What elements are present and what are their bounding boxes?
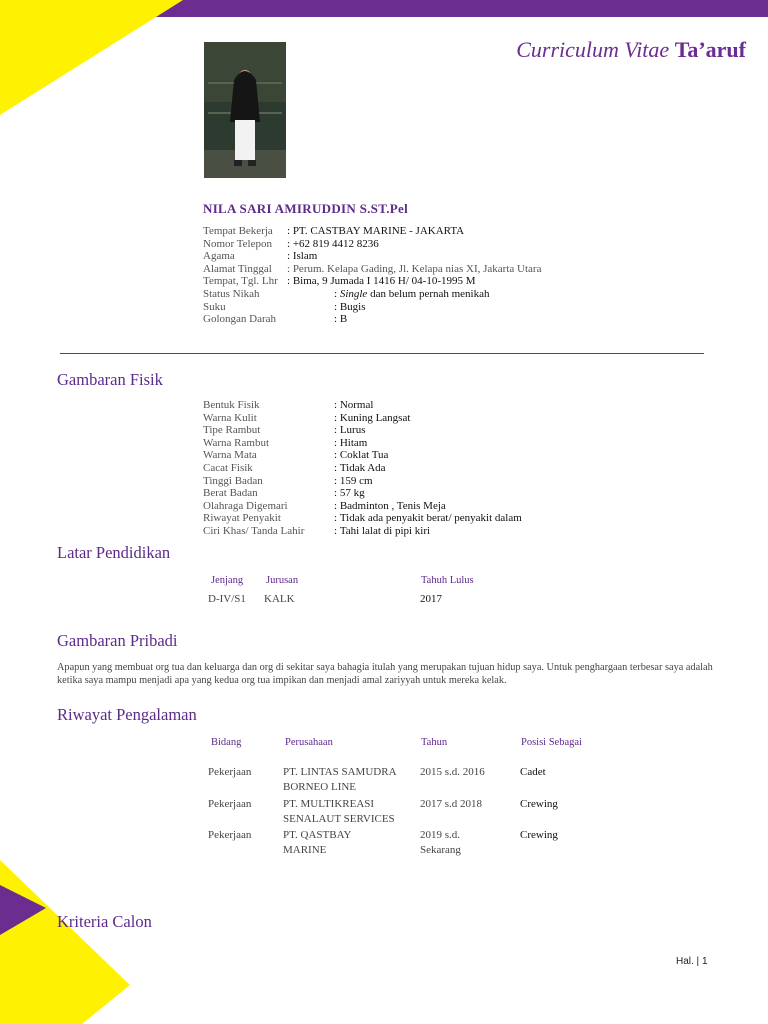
fisik-sep: : [334,487,340,500]
fisik-row [203,475,522,488]
fisik-value: 159 cm [339,474,373,487]
fisik-value: Tidak Ada [339,461,386,474]
info-value: PT. CASTBAY MARINE - JAKARTA [292,225,465,237]
document-title [516,37,746,63]
personal-info [203,225,541,288]
person-photo-icon [204,42,286,178]
exp-cell-perusahaan: PT. QASTBAY MARINE [283,829,352,856]
exp-header-bidang: Bidang [211,737,242,748]
info-value-italic: Single [339,288,368,300]
fisik-row [203,500,522,513]
exp-cell-tahun: 2015 s.d. 2016 [420,766,485,778]
info-value: +62 819 4412 8236 [292,237,379,250]
info-value: Perum. Kelapa Gading, Jl. Kelapa nias XI, Jakarta Utara [292,262,542,275]
fisik-value: Tidak ada penyakit berat/ penyakit dalam [339,512,522,525]
info-value: Bugis [339,300,366,313]
personal-info-extra [203,288,490,326]
exp-cell-tahun: 2017 s.d 2018 [420,798,483,810]
exp-cell-bidang: Pekerjaan [208,798,252,810]
edu-cell-jenjang: D-IV/S1 [208,593,246,605]
fisik-value: Lurus [339,424,366,437]
title-italic: Curriculum Vitae [516,37,670,62]
divider-line [60,353,704,354]
exp-cell-perusahaan: PT. MULTIKREASI SENALAUT SERVICES [283,798,395,825]
fisik-row [203,437,522,450]
fisik-row [203,412,522,425]
fisik-value: Tahi lalat di pipi kiri [339,524,431,537]
fisik-row [203,449,522,462]
fisik-label: Bentuk Fisik [203,399,260,411]
fisik-sep: : [334,449,340,462]
fisik-value: Normal [339,399,374,411]
fisik-label: Warna Kulit [203,411,257,424]
fisik-sep: : [334,512,340,525]
exp-cell-posisi: Crewing [520,798,558,810]
info-label: Alamat Tinggal [203,262,272,275]
info-row [203,225,541,238]
fisik-sep: : [334,474,340,487]
fisik-sep: : [334,524,340,537]
fisik-row [203,487,522,500]
fisik-value: Kuning Langsat [339,411,411,424]
exp-cell-perusahaan: PT. LINTAS SAMUDRA BORNEO LINE [283,766,396,793]
exp-header-posisi: Posisi Sebagai [521,737,582,748]
fisik-sep: : [334,424,340,437]
fisik-row [203,512,522,525]
fisik-value: Coklat Tua [339,449,389,462]
info-row [203,250,541,263]
info-label: Suku [203,300,226,313]
top-purple-band [150,0,768,17]
fisik-label: Ciri Khas/ Tanda Lahir [203,524,305,537]
exp-cell-posisi: Cadet [520,766,546,778]
title-bold: Ta’aruf [674,37,746,62]
info-sep: : [334,288,340,300]
section-title-pribadi: Gambaran Pribadi [57,631,178,650]
info-value: Islam [292,250,318,263]
page-number: Hal. | 1 [676,956,708,967]
info-row [203,313,490,326]
fisik-sep: : [334,399,340,411]
fisik-row [203,525,522,538]
info-row [203,238,541,251]
info-label: Agama [203,250,235,263]
info-sep: : [334,300,340,313]
fisik-label: Olahraga Digemari [203,499,288,512]
info-sep: : [287,262,293,275]
info-label: Tempat Bekerja [203,225,273,237]
exp-header-tahun: Tahun [421,737,448,748]
fisik-row [203,462,522,475]
edu-header-jenjang: Jenjang [211,575,244,586]
exp-header-perusahaan: Perusahaan [285,737,333,748]
info-sep: : [287,275,293,288]
exp-cell-bidang: Pekerjaan [208,829,252,841]
info-label: Tempat, Tgl. Lhr [203,275,278,288]
info-row [203,275,541,288]
fisik-value: Badminton , Tenis Meja [339,499,446,512]
fisik-label: Cacat Fisik [203,461,253,474]
info-label: Status Nikah [203,288,260,300]
exp-cell-tahun: 2019 s.d. Sekarang [420,829,461,856]
info-row [203,301,490,314]
edu-cell-jurusan: KALK [264,593,295,605]
exp-cell-posisi: Crewing [520,829,558,841]
info-sep: : [334,313,340,326]
edu-header-jurusan: Jurusan [266,575,299,586]
physical-info [203,399,522,538]
info-sep: : [287,225,293,237]
info-value: B [339,313,348,326]
fisik-sep: : [334,411,340,424]
fisik-label: Riwayat Penyakit [203,512,281,525]
top-yellow-triangle [0,0,183,115]
candidate-name: NILA SARI AMIRUDDIN S.ST.Pel [203,201,408,216]
fisik-sep: : [334,461,340,474]
exp-cell-bidang: Pekerjaan [208,766,252,778]
info-label: Nomor Telepon [203,237,272,250]
fisik-label: Warna Mata [203,449,257,462]
fisik-label: Tipe Rambut [203,424,261,437]
profile-photo [204,42,286,178]
section-title-pengalaman: Riwayat Pengalaman [57,705,197,724]
info-sep: : [287,250,293,263]
info-row [203,288,490,301]
fisik-value: 57 kg [339,487,365,500]
info-value: dan belum pernah menikah [367,288,490,300]
section-title-fisik: Gambaran Fisik [57,370,163,389]
info-value: Bima, 9 Jumada I 1416 H/ 04-10-1995 M [292,275,476,288]
info-label: Golongan Darah [203,313,277,326]
edu-cell-tahun: 2017 [420,593,442,605]
section-title-kriteria: Kriteria Calon [57,912,152,931]
fisik-label: Tinggi Badan [203,474,263,487]
section-title-pendidikan: Latar Pendidikan [57,543,171,562]
fisik-row [203,399,522,412]
personal-description: Apapun yang membuat org tua dan keluarga dan org di sekitar saya bahagia itulah yang merupakan tujuan hidup saya. Untuk penghargaan terbesar saya adalah ketika saya mampu menjadi apa yang kedua org tua impikan dan menjadi amal zariyyah untuk mereka kelak. [57,662,713,686]
info-row [203,263,541,276]
edu-header-tahun: Tahuh Lulus [421,575,474,586]
info-sep: : [287,237,293,250]
fisik-value: Hitam [339,436,368,449]
bottom-yellow-triangle [0,860,130,1024]
fisik-sep: : [334,436,340,449]
fisik-label: Warna Rambut [203,436,270,449]
fisik-row [203,424,522,437]
fisik-label: Berat Badan [203,487,258,500]
fisik-sep: : [334,499,340,512]
